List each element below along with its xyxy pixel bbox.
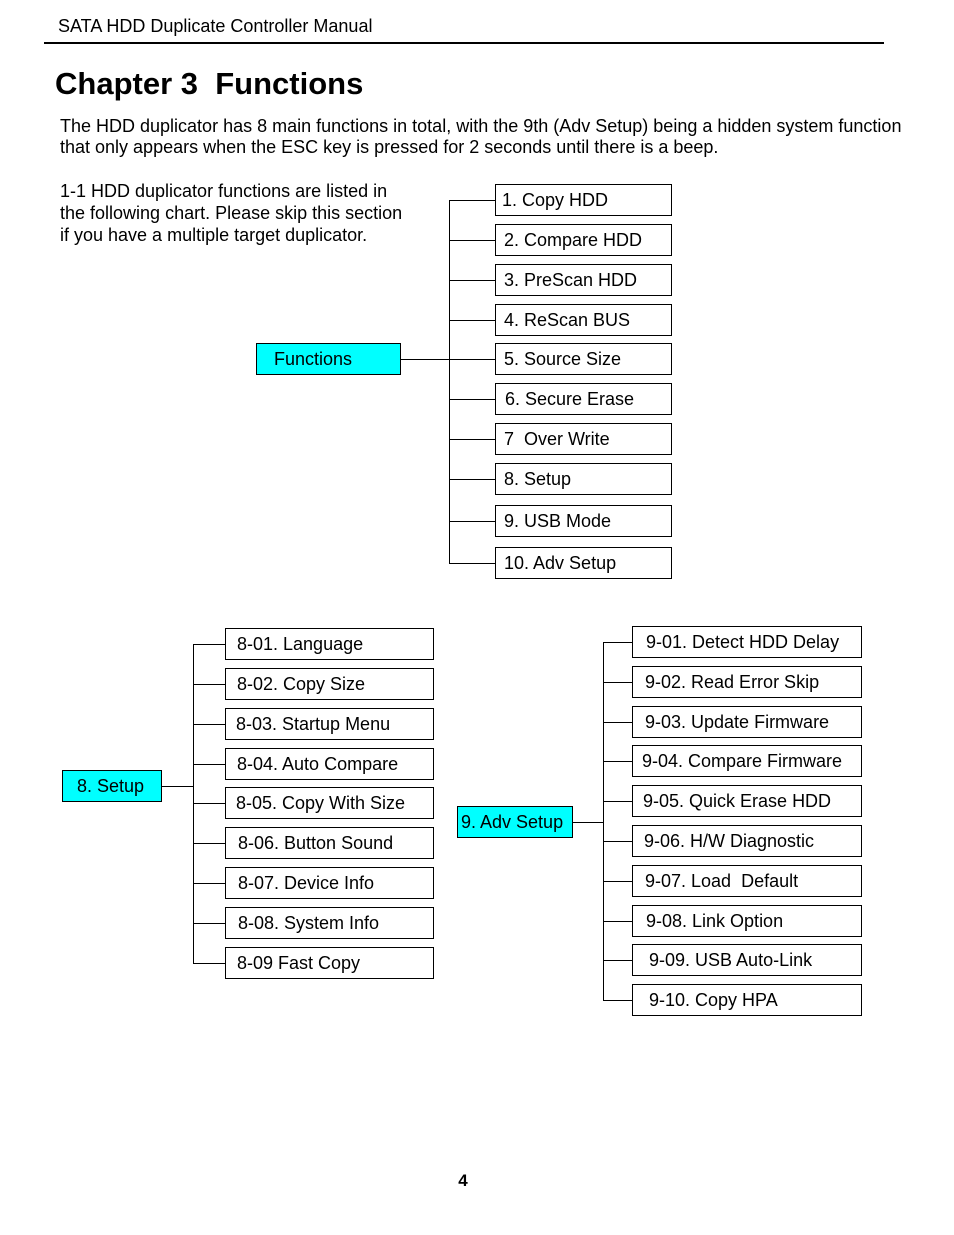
setup-item-box: 8-08. System Info (225, 907, 434, 939)
functions-item-box: 2. Compare HDD (495, 224, 672, 256)
functions-item-box: 8. Setup (495, 463, 672, 495)
setup-item-box: 8-09 Fast Copy (225, 947, 434, 979)
functions-item-box: 3. PreScan HDD (495, 264, 672, 296)
setup-root-box: 8. Setup (62, 770, 162, 802)
functions-item-box: 5. Source Size (495, 343, 672, 375)
functions-item-box: 10. Adv Setup (495, 547, 672, 579)
functions-item-box: 7 Over Write (495, 423, 672, 455)
setup-item-box: 8-01. Language (225, 628, 434, 660)
functions-branch-line (449, 280, 495, 281)
functions-branch-line (449, 359, 495, 360)
adv-setup-root-box: 9. Adv Setup (457, 806, 573, 838)
adv-setup-branch-line (603, 682, 632, 683)
functions-branch-line (449, 240, 495, 241)
adv-setup-branch-line (603, 960, 632, 961)
setup-root-connector (162, 786, 193, 787)
page-number: 4 (458, 1171, 468, 1190)
functions-branch-line (449, 399, 495, 400)
setup-item-box: 8-03. Startup Menu (225, 708, 434, 740)
adv-setup-branch-line (603, 801, 632, 802)
functions-item-box: 9. USB Mode (495, 505, 672, 537)
functions-root-box: Functions (256, 343, 401, 375)
functions-branch-line (449, 521, 495, 522)
setup-item-box: 8-05. Copy With Size (225, 787, 434, 819)
adv-setup-item-box: 9-10. Copy HPA (632, 984, 862, 1016)
adv-setup-branch-line (603, 642, 632, 643)
note-paragraph: 1-1 HDD duplicator functions are listed in the following chart. Please skip this section if you have a multiple target duplicator. (60, 181, 403, 245)
adv-setup-branch-line (603, 881, 632, 882)
adv-setup-item-box: 9-08. Link Option (632, 905, 862, 937)
functions-branch-line (449, 439, 495, 440)
setup-branch-line (193, 764, 225, 765)
functions-item-box: 6. Secure Erase (495, 383, 672, 415)
functions-item-box: 4. ReScan BUS (495, 304, 672, 336)
adv-setup-branch-line (603, 722, 632, 723)
adv-setup-item-box: 9-04. Compare Firmware (632, 745, 862, 777)
adv-setup-branch-line (603, 841, 632, 842)
adv-setup-item-box: 9-02. Read Error Skip (632, 666, 862, 698)
setup-branch-line (193, 923, 225, 924)
functions-branch-line (449, 320, 495, 321)
setup-branch-line (193, 644, 225, 645)
adv-setup-item-box: 9-05. Quick Erase HDD (632, 785, 862, 817)
adv-setup-trunk-line (603, 642, 604, 1000)
functions-branch-line (449, 200, 495, 201)
setup-branch-line (193, 803, 225, 804)
setup-branch-line (193, 883, 225, 884)
setup-branch-line (193, 963, 225, 964)
adv-setup-item-box: 9-03. Update Firmware (632, 706, 862, 738)
adv-setup-item-box: 9-06. H/W Diagnostic (632, 825, 862, 857)
adv-setup-branch-line (603, 1000, 632, 1001)
functions-item-box: 1. Copy HDD (495, 184, 672, 216)
setup-item-box: 8-06. Button Sound (225, 827, 434, 859)
adv-setup-item-box: 9-01. Detect HDD Delay (632, 626, 862, 658)
functions-trunk-line (449, 200, 450, 563)
adv-setup-item-box: 9-09. USB Auto-Link (632, 944, 862, 976)
adv-setup-branch-line (603, 761, 632, 762)
functions-branch-line (449, 563, 495, 564)
functions-root-connector (401, 359, 449, 360)
page-header: SATA HDD Duplicate Controller Manual (58, 16, 373, 36)
setup-item-box: 8-07. Device Info (225, 867, 434, 899)
functions-branch-line (449, 479, 495, 480)
setup-branch-line (193, 724, 225, 725)
setup-branch-line (193, 843, 225, 844)
setup-branch-line (193, 684, 225, 685)
adv-setup-branch-line (603, 921, 632, 922)
adv-setup-item-box: 9-07. Load Default (632, 865, 862, 897)
adv-setup-root-connector (573, 822, 603, 823)
chapter-title: Chapter 3 Functions (55, 66, 364, 101)
setup-item-box: 8-02. Copy Size (225, 668, 434, 700)
setup-item-box: 8-04. Auto Compare (225, 748, 434, 780)
intro-paragraph: The HDD duplicator has 8 main functions in total, with the 9th (Adv Setup) being a hidden system function that only appears when the ESC key is pressed for 2 seconds until there is a beep. (60, 116, 902, 157)
